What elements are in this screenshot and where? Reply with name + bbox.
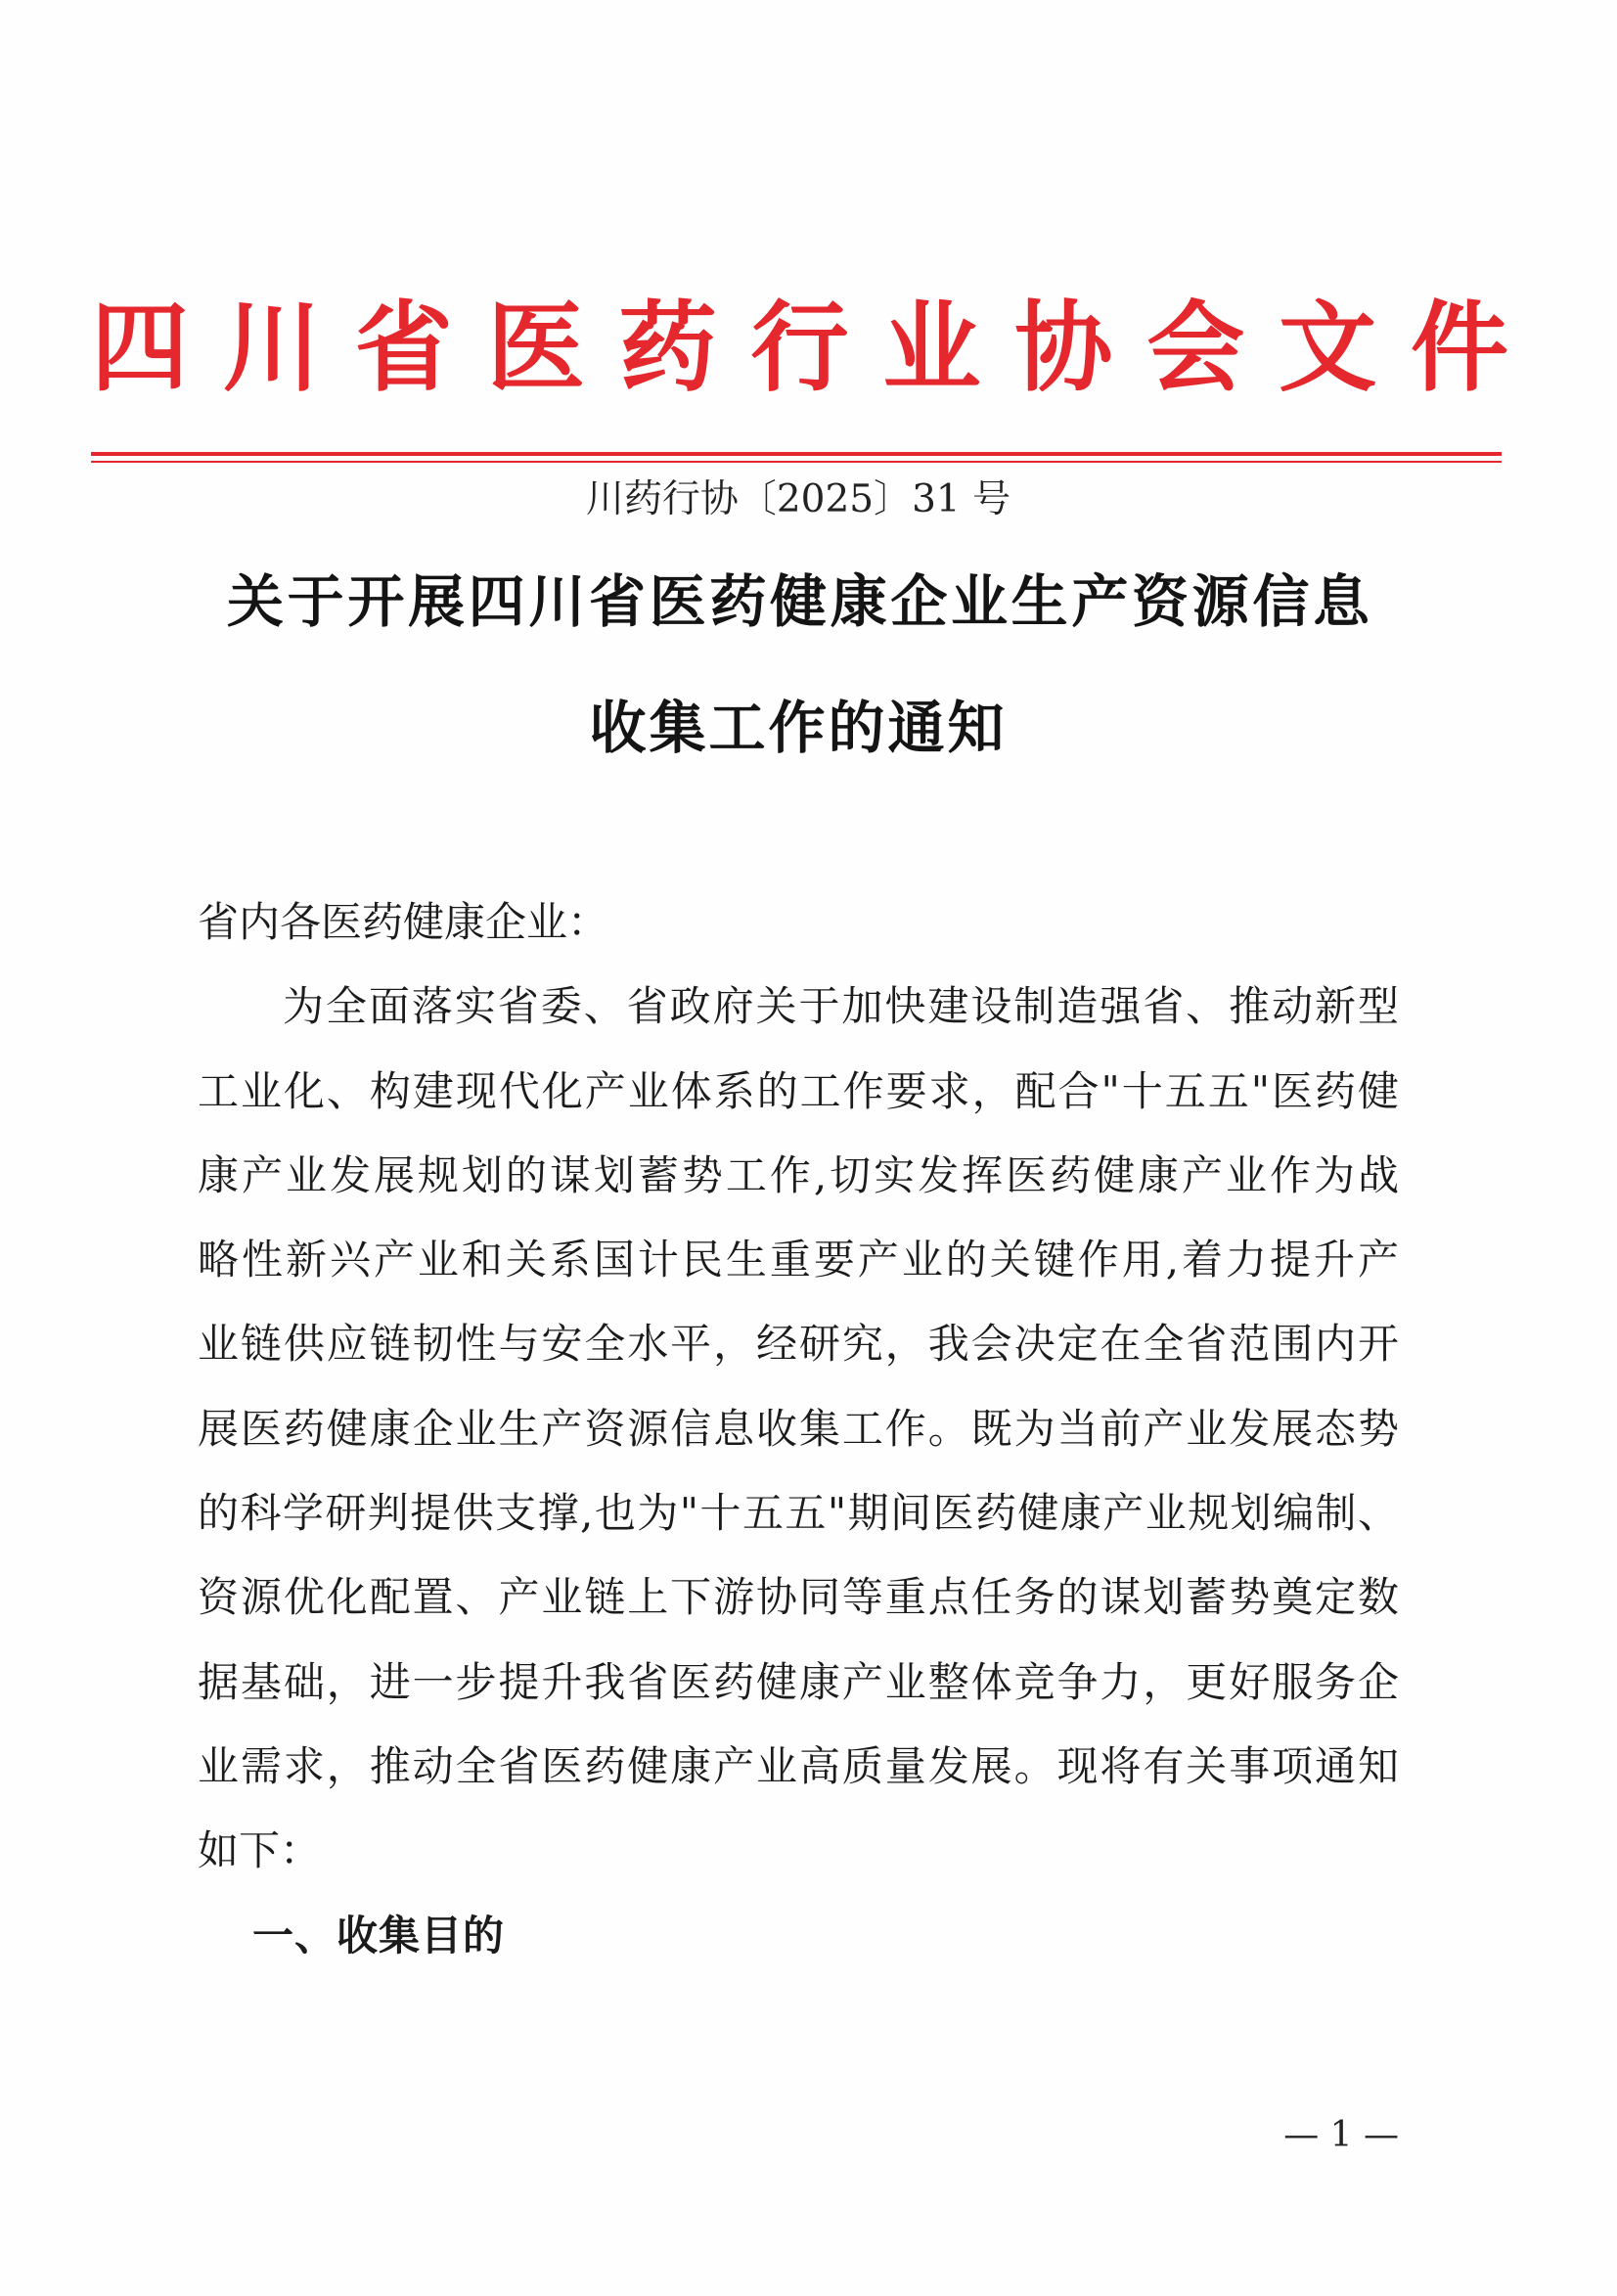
paragraph-line: 康产业发展规划的谋划蓄势工作,切实发挥医药健康产业作为战 <box>198 1150 1399 1199</box>
paragraph-line: 略性新兴产业和关系国计民生重要产业的关键作用,着力提升产 <box>198 1236 1399 1284</box>
paragraph-line: 展医药健康企业生产资源信息收集工作。既为当前产业发展态势 <box>198 1404 1399 1453</box>
document-number: 川药行协〔2025〕31 号 <box>585 477 1011 521</box>
section-heading: 一、收集目的 <box>252 1911 506 1959</box>
issuing-organization-title: 四川省医药行业协会文件 <box>91 290 1508 405</box>
paragraph-line: 据基础，进一步提升我省医药健康产业整体竞争力，更好服务企 <box>198 1657 1399 1706</box>
paragraph-line: 为全面落实省委、省政府关于加快建设制造强省、推动新型 <box>283 982 1399 1031</box>
page-number: — 1 — <box>1283 2115 1399 2155</box>
paragraph-line: 如下： <box>198 1826 322 1875</box>
paragraph-line: 资源优化配置、产业链上下游协同等重点任务的谋划蓄势奠定数 <box>198 1573 1399 1622</box>
paragraph-line: 工业化、构建现代化产业体系的工作要求，配合"十五五"医药健 <box>198 1066 1399 1115</box>
paragraph-line: 业需求，推动全省医药健康产业高质量发展。现将有关事项通知 <box>198 1741 1399 1790</box>
document-body <box>198 880 1399 1978</box>
red-header-rule-thin <box>91 461 1502 463</box>
paragraph-line: 业链供应链韧性与安全水平，经研究，我会决定在全省范围内开 <box>198 1320 1399 1369</box>
paragraph-line: 的科学研判提供支撑,也为"十五五"期间医药健康产业规划编制、 <box>198 1489 1399 1538</box>
document-title-line-2: 收集工作的通知 <box>589 695 1008 761</box>
salutation: 省内各医药健康企业： <box>198 898 609 946</box>
red-header-rule-thick <box>91 452 1502 456</box>
document-title-line-1: 关于开展四川省医药健康企业生产资源信息 <box>227 568 1370 635</box>
